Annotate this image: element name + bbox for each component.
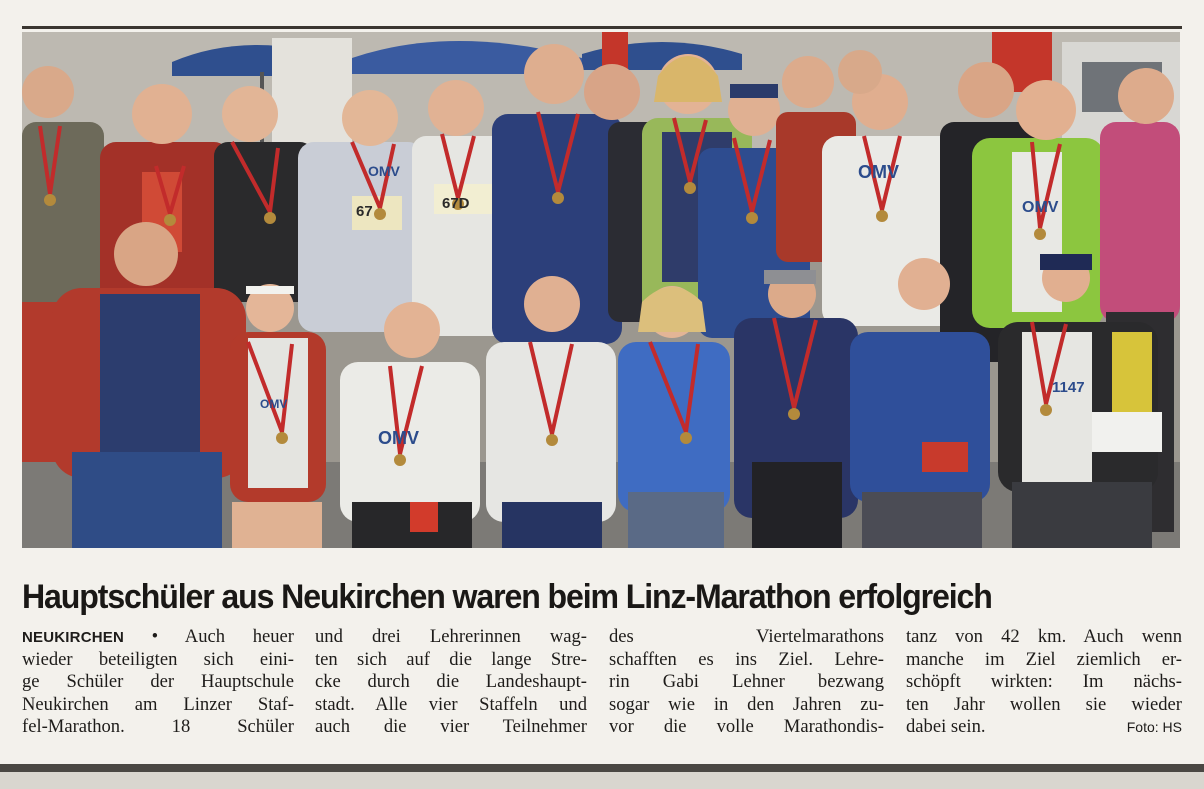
article-line: cke durch die Landeshaupt- [315,671,587,693]
article-line: schöpft wirkten: Im nächs- [906,671,1182,693]
article-column-2 [315,626,587,752]
article-line [906,716,1182,739]
article-line: Neukirchen am Linzer Staf- [22,693,294,715]
article-column-4 [906,626,1182,752]
article-line: ge Schüler der Hauptschule [22,671,294,693]
article-line: des Viertelmarathons [609,626,884,647]
bottom-rule [0,764,1204,772]
shirt-logo: OMV [378,428,420,448]
photo-lettering [22,32,1180,548]
article-line: rin Gabi Lehner bezwang [609,671,884,693]
article-text: Auch heuer [184,626,294,647]
photo-credit: Foto: HS [1126,719,1182,736]
article-line: tanz von 42 km. Auch wenn [906,626,1182,647]
shirt-logo: OMV [1022,199,1059,216]
article-line: sogar wie in den Jahren zu- [609,693,884,715]
article-line: stadt. Alle vier Staffeln und [315,693,587,715]
shirt-logo: OMV [368,163,400,179]
article-body [22,626,1182,752]
article-line: wieder beteiligten sich eini- [22,648,294,670]
start-number: 1147 [1052,379,1085,396]
article-line: und drei Lehrerinnen wag- [315,626,587,647]
bullet: • [151,626,159,647]
article-line: ten Jahr wollen sie wieder [906,693,1182,715]
headline: Hauptschüler aus Neukirchen waren beim Linz-Marathon erfolgreich [22,578,992,616]
article-line [22,626,294,649]
article-column-3 [609,626,884,752]
start-number: 67D [442,195,470,212]
shirt-logo: OMV [260,397,288,411]
top-rule [22,26,1182,29]
article-text: dabei sein. [906,716,986,738]
group-photo [22,32,1180,548]
article-line: auch die vier Teilnehmer [315,716,587,738]
start-number: 67 [356,203,373,220]
article-line: vor die volle Marathondis- [609,716,884,738]
article-line: fel-Marathon. 18 Schüler [22,716,294,738]
article-line: manche im Ziel ziemlich er- [906,648,1182,670]
article-line: schafften es ins Ziel. Lehre- [609,648,884,670]
article-line: ten sich auf die lange Stre- [315,648,587,670]
dateline: NEUKIRCHEN [22,629,125,646]
bottom-strip [0,772,1204,789]
article-column-1 [22,626,294,752]
shirt-logo: OMV [858,162,900,182]
